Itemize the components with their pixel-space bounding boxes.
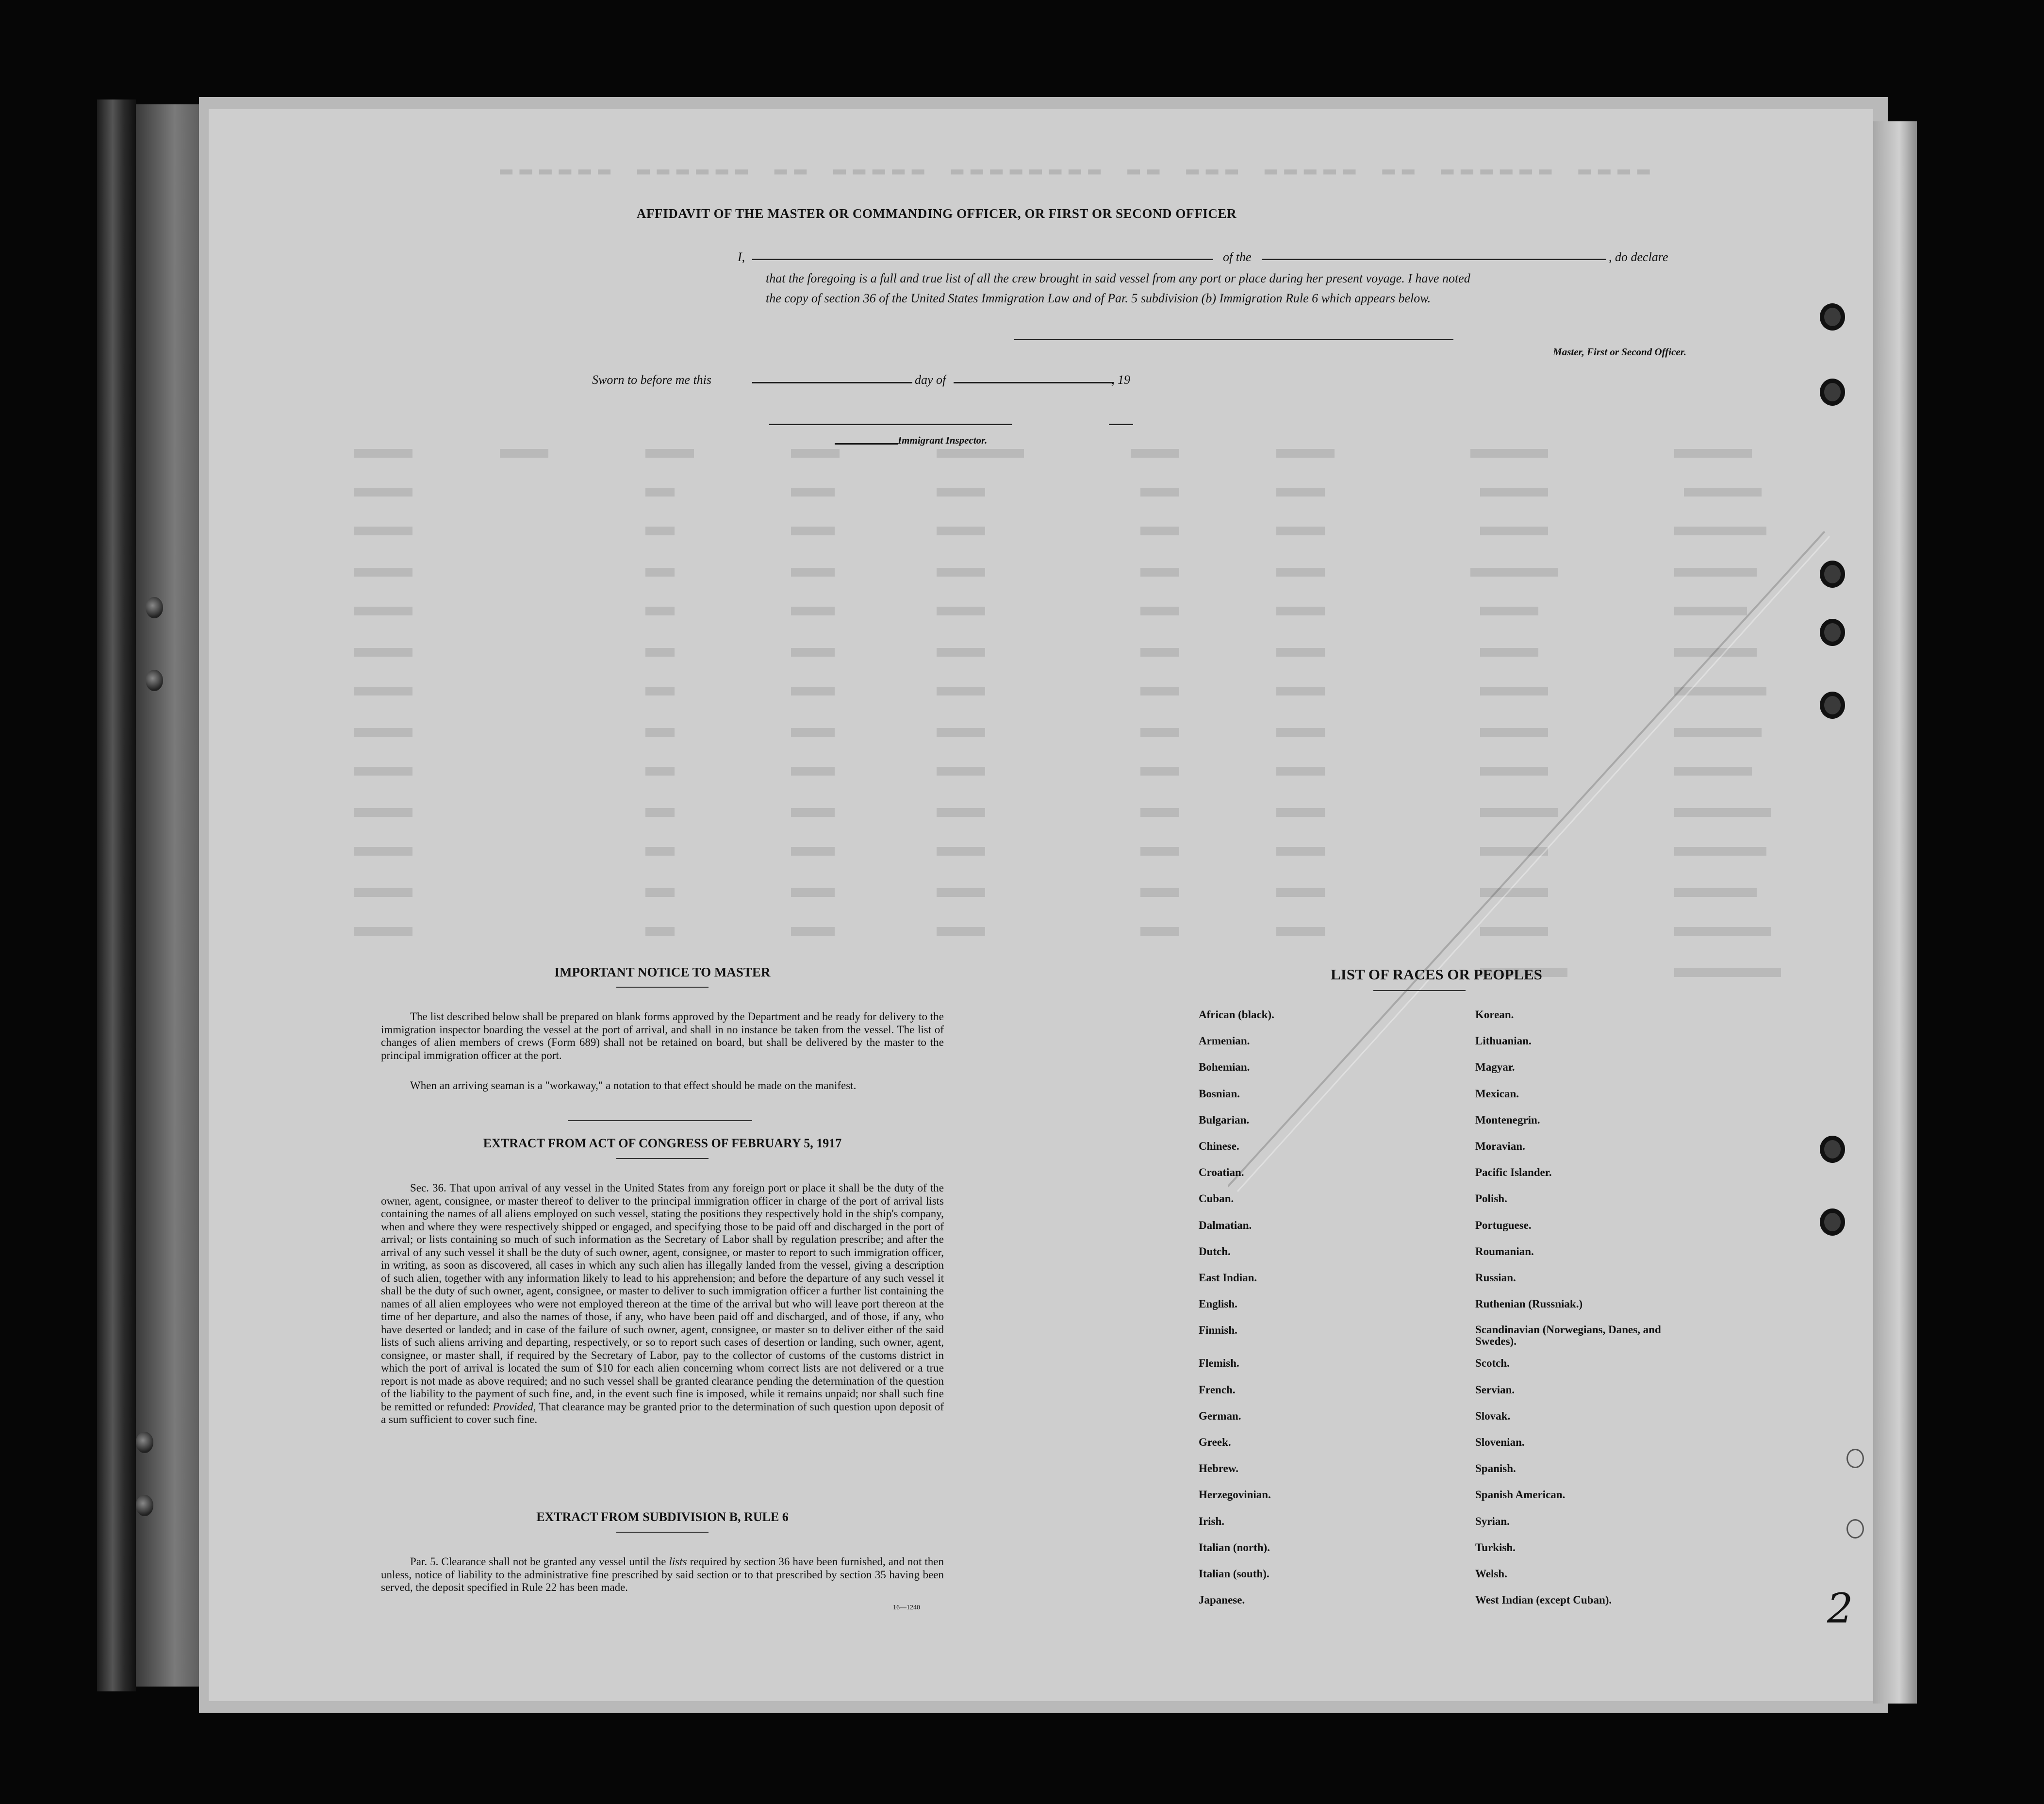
inspector-caption-rule (835, 443, 898, 445)
race-item: Bosnian. (1199, 1087, 1240, 1100)
punch-hole (1820, 561, 1845, 588)
race-item: Korean. (1475, 1009, 1514, 1021)
race-item: Cuban. (1199, 1192, 1234, 1205)
binder-ring (136, 1432, 153, 1453)
act-extract-title: EXTRACT FROM ACT OF CONGRESS OF FEBRUARY 5, 1917 (483, 1136, 842, 1150)
affidavit-i-label: I, (738, 250, 745, 264)
form-number: 16—1240 (893, 1604, 920, 1611)
officer-name-blank (752, 259, 1213, 260)
handwritten-page-number: 2 (1827, 1585, 1853, 1632)
section-body: That upon arrival of any vessel in the United States from any foreign port or place it shall be the duty of the owner, agent, consignee, or master thereof to deliver to the principal immigration officer in charge of the port of arrival lists containing the names of all aliens employed on such vessel, stating the positions they respectively hold in the ship's company, when and where they were respectively shipped or engaged, and specifying those to be paid off and discharged in the port of arrival; or lists containing so much of such information as the Secretary of Labor shall by regulation prescribe; and after the arrival of any such vessel it shall be the duty of such owner, agent, consignee, or master to report to such immigration officer, in writing, as soon as discovered, all cases in which any such alien has illegally landed from the vessel, giving a description of such alien, together with any information likely to lead to his apprehension; and before the departure of any such vessel it shall be the duty of such owner, agent, consignee, or master to deliver to such immigration officer a further list containing the names of all alien employees who were not employed thereon at the time of the arrival but who will leave port thereon at the time of her departure, and also the names of those, if any, who have been paid off and discharged, and of those, if any, who have deserted or landed; and in case of the failure of such owner, agent, consignee, or master so to deliver either of the said lists of such aliens arriving and departing, respectively, or so to report such cases of desertion or landing, such owner, agent, consignee, or master shall, if required by the Secretary of Labor, pay to the collector of customs of the customs district in which the port of arrival is located the sum of $10 for each alien concerning whom correct lists are not delivered or a true report is not made as above required; and no such vessel shall be granted clearance pending the determination of the question of the liability to the payment of such fine, and, in the event such fine is imposed, while it remains unpaid; nor shall such fine be remitted or refunded: (381, 1182, 944, 1413)
race-item: Japanese. (1199, 1594, 1245, 1606)
race-item: West Indian (except Cuban). (1475, 1594, 1612, 1606)
page-edge (1873, 121, 1917, 1704)
punch-hole-outline (1846, 1519, 1864, 1539)
notice-title: IMPORTANT NOTICE TO MASTER (554, 965, 771, 979)
notice-paragraph-1: The list described below shall be prepared on blank forms approved by the Department and be ready for delivery to the immigration inspector boarding the vessel at the port of arrival, and shall in no instance be taken from the vessel. The list of changes of alien members of crews (Form 689) shall not be retained on board, but shall be delivered by the master to the principal immigration officer at the port. (381, 1010, 944, 1061)
race-item: African (black). (1199, 1009, 1274, 1021)
inspector-signature-blank-short (1109, 424, 1133, 425)
race-item: Polish. (1475, 1192, 1507, 1205)
bleed-through: ▬▬▬▬▬▬ ▬▬▬▬▬▬ ▬▬ ▬▬▬▬▬ ▬▬▬▬▬▬▬▬ ▬▬ ▬▬▬ ▬▬▬▬▬ ▬▬ ▬▬▬▬▬▬ ▬▬▬▬ (500, 158, 1657, 182)
inspector-signature-blank (769, 424, 1012, 425)
race-item: East Indian. (1199, 1272, 1257, 1284)
race-item: Dalmatian. (1199, 1219, 1252, 1231)
race-item: Magyar. (1475, 1061, 1515, 1074)
rule-text-end: required by section 36 have been furnished, and not then unless, notice of liability to the administrative fine prescribed by said section or to that prescribed by section 35 having been served, the deposit specified in Rule 22 has been made. (381, 1556, 944, 1593)
race-item: Spanish American. (1475, 1489, 1566, 1501)
rule-text-start: Par. 5. Clearance shall not be granted any vessel until the (410, 1556, 666, 1568)
ledger-binding (97, 99, 136, 1691)
races-title: LIST OF RACES OR PEOPLES (1331, 966, 1542, 983)
race-item: Irish. (1199, 1515, 1225, 1527)
divider (616, 1532, 709, 1533)
affidavit-declare-label: , do declare (1609, 250, 1668, 264)
proviso-text: That clearance may be granted prior to the determination of such question upon deposit of a sum sufficient to cover such fine. (381, 1400, 944, 1425)
inspector-caption: Immigrant Inspector. (898, 434, 988, 446)
master-signature-blank (1014, 339, 1453, 340)
race-item: Montenegrin. (1475, 1113, 1540, 1126)
race-item: Croatian. (1199, 1166, 1244, 1179)
notice-paragraph-2: When an arriving seaman is a "workaway," a notation to that effect should be made on the manifest. (410, 1079, 857, 1092)
race-item: Spanish. (1475, 1462, 1516, 1475)
race-item: Dutch. (1199, 1245, 1231, 1258)
affidavit-of-the-label: of the (1223, 250, 1252, 264)
race-item: Ruthenian (Russniak.) (1475, 1298, 1583, 1310)
punch-hole (1820, 619, 1845, 646)
race-item: Welsh. (1475, 1568, 1507, 1580)
sworn-month-blank (954, 382, 1114, 383)
race-item: German. (1199, 1409, 1241, 1422)
race-item: Greek. (1199, 1436, 1231, 1448)
race-item: Armenian. (1199, 1035, 1250, 1047)
race-item: Bohemian. (1199, 1061, 1250, 1074)
punch-hole (1820, 379, 1845, 406)
punch-hole-outline (1846, 1449, 1864, 1468)
race-item: Servian. (1475, 1383, 1515, 1396)
rule-lists-word: lists (669, 1556, 687, 1568)
manifest-back-page (209, 109, 1873, 1701)
race-item: Hebrew. (1199, 1462, 1238, 1475)
binder-ring (146, 670, 163, 691)
race-item: Chinese. (1199, 1140, 1239, 1152)
race-item: Mexican. (1475, 1087, 1519, 1100)
race-item: Syrian. (1475, 1515, 1510, 1527)
affidavit-statement-line1: that the foregoing is a full and true list of all the crew brought in said vessel from any port or place during her present voyage. I have noted (766, 271, 1470, 285)
rule-extract-title: EXTRACT FROM SUBDIVISION B, RULE 6 (536, 1510, 789, 1524)
section-label: Sec. 36. (410, 1182, 446, 1194)
divider (616, 987, 709, 988)
race-item: French. (1199, 1383, 1236, 1396)
rule-paragraph (381, 1556, 944, 1594)
vessel-name-blank (1262, 259, 1606, 260)
race-item: Turkish. (1475, 1541, 1516, 1554)
race-item: Pacific Islander. (1475, 1166, 1552, 1179)
divider (568, 1120, 752, 1121)
race-item: Flemish. (1199, 1357, 1239, 1370)
sworn-day-of-label: day of (915, 373, 946, 387)
binder-ring (146, 597, 163, 618)
race-item: Finnish. (1199, 1324, 1237, 1337)
punch-hole (1820, 1208, 1845, 1236)
affidavit-title: AFFIDAVIT OF THE MASTER OR COMMANDING OFFICER, OR FIRST OR SECOND OFFICER (636, 206, 1237, 221)
race-item: Lithuanian. (1475, 1035, 1532, 1047)
sworn-day-blank (752, 382, 912, 383)
race-item: Russian. (1475, 1272, 1516, 1284)
proviso-label: Provided, (493, 1400, 536, 1413)
race-item: Portuguese. (1475, 1219, 1532, 1231)
race-item: Scandinavian (Norwegians, Danes, and Swedes). (1475, 1324, 1661, 1348)
race-item: Bulgarian. (1199, 1113, 1250, 1126)
race-item: Scotch. (1475, 1357, 1510, 1370)
race-item: Slovak. (1475, 1409, 1511, 1422)
sworn-label: Sworn to before me this (592, 373, 712, 387)
binder-ring (136, 1495, 153, 1516)
punch-hole (1820, 1136, 1845, 1163)
divider (1373, 990, 1466, 991)
race-item: Italian (north). (1199, 1541, 1270, 1554)
race-item: Slovenian. (1475, 1436, 1525, 1448)
divider (616, 1158, 709, 1159)
punch-hole (1820, 303, 1845, 331)
master-signature-caption: Master, First or Second Officer. (1553, 346, 1686, 358)
sworn-year-label: , 19 (1111, 373, 1130, 387)
race-item: Italian (south). (1199, 1568, 1269, 1580)
race-item: Roumanian. (1475, 1245, 1534, 1258)
race-item: Herzegovinian. (1199, 1489, 1271, 1501)
page-fold-crease (1228, 531, 1859, 1211)
race-item: English. (1199, 1298, 1237, 1310)
act-section-36-text (381, 1182, 944, 1426)
punch-hole (1820, 692, 1845, 719)
race-item: Moravian. (1475, 1140, 1525, 1152)
affidavit-statement-line2: the copy of section 36 of the United States Immigration Law and of Par. 5 subdivision (b) Immigration Rule 6 which appears below. (766, 291, 1431, 305)
